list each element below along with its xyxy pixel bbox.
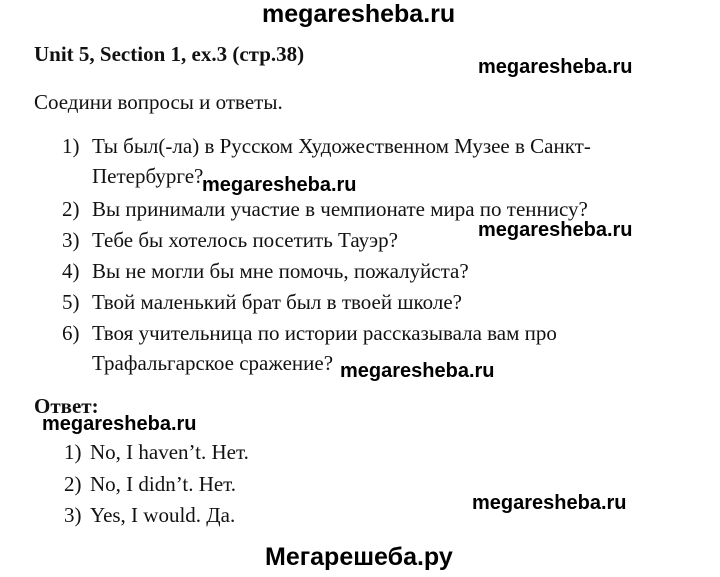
answer-text: No, I didn’t. Нет. bbox=[90, 472, 237, 496]
answer-number: 3) bbox=[64, 503, 82, 527]
watermark: megaresheba.ru bbox=[478, 219, 633, 241]
question-text: Вы принимали участие в чемпионате мира по теннису? bbox=[92, 197, 588, 221]
answer-text: No, I haven’t. Нет. bbox=[90, 440, 249, 464]
question-number: 6) bbox=[62, 321, 80, 345]
answer-text: Yes, I would. Да. bbox=[90, 503, 236, 527]
question-number: 3) bbox=[62, 228, 80, 252]
question-4 bbox=[62, 259, 469, 284]
question-6-continuation: Трафальгарское сражение? bbox=[92, 351, 334, 375]
question-number: 2) bbox=[62, 197, 80, 221]
question-5 bbox=[62, 290, 462, 315]
question-number: 1) bbox=[62, 134, 80, 158]
watermark: megaresheba.ru bbox=[202, 174, 357, 196]
question-3 bbox=[62, 228, 398, 253]
watermark: megaresheba.ru bbox=[340, 360, 495, 382]
answer-number: 2) bbox=[64, 472, 82, 496]
answer-2 bbox=[64, 472, 236, 497]
answer-3 bbox=[64, 503, 235, 528]
answer-heading: Ответ: bbox=[34, 394, 99, 418]
question-text: Твой маленький брат был в твоей школе? bbox=[92, 290, 462, 314]
question-1-continuation: Петербурге? bbox=[92, 164, 204, 188]
question-text: Ты был(-ла) в Русском Художественном Музее в Санкт- bbox=[92, 134, 591, 158]
page-title: Unit 5, Section 1, ex.3 (стр.38) bbox=[34, 42, 305, 66]
watermark: megaresheba.ru bbox=[478, 56, 633, 78]
answer-1 bbox=[64, 440, 249, 465]
question-number: 5) bbox=[62, 290, 80, 314]
question-6 bbox=[62, 321, 557, 346]
watermark-bottom: Мегарешеба.ру bbox=[265, 543, 453, 571]
watermark: megaresheba.ru bbox=[42, 413, 197, 435]
question-1 bbox=[62, 134, 591, 159]
watermark: megaresheba.ru bbox=[472, 492, 627, 514]
question-text: Тебе бы хотелось посетить Тауэр? bbox=[92, 228, 398, 252]
question-number: 4) bbox=[62, 259, 80, 283]
answer-number: 1) bbox=[64, 440, 82, 464]
task-instruction: Соедини вопросы и ответы. bbox=[34, 90, 283, 114]
question-text: Твоя учительница по истории рассказывала вам про bbox=[92, 321, 557, 345]
watermark-top: megaresheba.ru bbox=[262, 0, 456, 28]
question-text: Вы не могли бы мне помочь, пожалуйста? bbox=[92, 259, 469, 283]
